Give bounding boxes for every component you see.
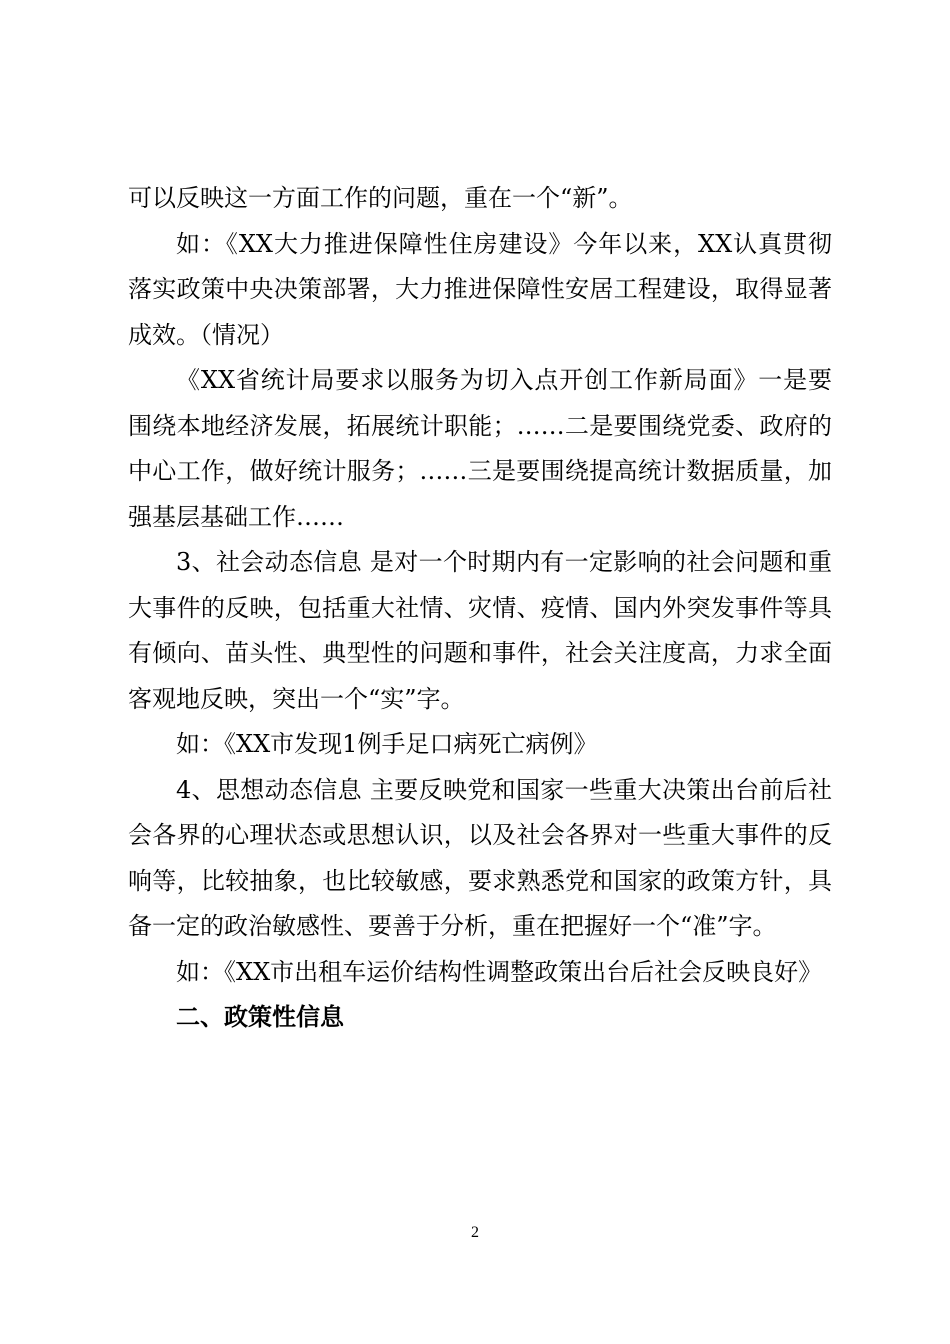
paragraph-example-statistics: 《XX省统计局要求以服务为切入点开创工作新局面》一是要围绕本地经济发展，拓展统计职能；……二是要围绕党委、政府的中心工作，做好统计服务；……三是要围绕提高统计数据质量，加强基层基础工作…… xyxy=(128,366,832,531)
paragraph-example-disease: 如：《XX市发现1例手足口病死亡病例》 xyxy=(176,730,598,758)
paragraph-example-housing: 如：《XX大力推进保障性住房建设》今年以来，XX认真贯彻落实政策中央决策部署，大力推进保障性安居工程建设，取得显著成效。（情况） xyxy=(128,229,832,349)
paragraph-example-taxi: 如：《XX市出租车运价结构性调整政策出台后社会反映良好》 xyxy=(176,957,823,986)
section-heading: 二、政策性信息 xyxy=(176,1003,344,1031)
paragraph-social-dynamics: 3、社会动态信息 是对一个时期内有一定影响的社会问题和重大事件的反映，包括重大社情、灾情、疫情、国内外突发事件等具有倾向、苗头性、典型性的问题和事件，社会关注度高，力求全面客观地反映，突出一个“实”字。 xyxy=(128,548,832,713)
paragraph-ideological-dynamics: 4、思想动态信息 主要反映党和国家一些重大决策出台前后社会各界的心理状态或思想认识，以及社会各界对一些重大事件的反响等，比较抽象，也比较敏感，要求熟悉党和国家的政策方针，具备一定的政治敏感性、要善于分析，重在把握好一个“准”字。 xyxy=(128,775,832,940)
page-number: 2 xyxy=(471,1224,479,1241)
document-body xyxy=(128,176,832,1041)
paragraph-continuation: 可以反映这一方面工作的问题，重在一个“新”。 xyxy=(128,184,633,212)
